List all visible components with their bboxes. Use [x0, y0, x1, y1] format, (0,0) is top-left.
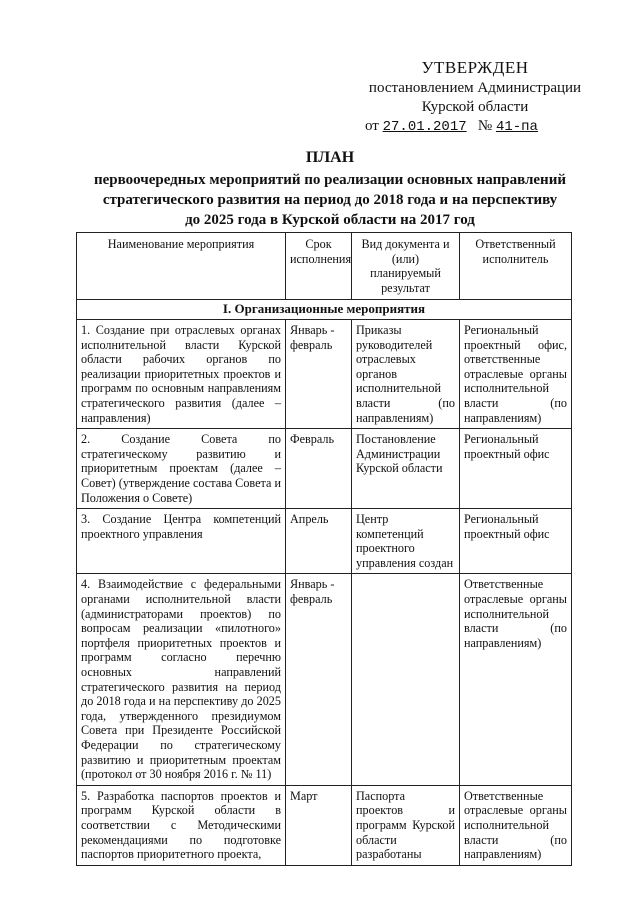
row-term: Январь - февраль [286, 574, 352, 785]
title-line-2: стратегического развития на период до 2018 года и на перспективу [102, 192, 558, 208]
approval-block [335, 58, 615, 137]
row-result [352, 574, 460, 785]
row-result: Паспорта проектов и программ Курской области разработаны [352, 785, 460, 865]
date-prefix: от [365, 118, 379, 134]
table-row [77, 429, 572, 509]
header-name: Наименование мероприятия [77, 233, 286, 300]
row-name: 4. Взаимодействие с федеральными органами исполнительной власти (администраторами проектов) по вопросам реализации «пилотного» портфеля приоритетных проектов и программ согласно перечню основных направлений стратегического развития на период до 2018 года и на перспективу до 2025 года, утвержденного президиумом Совета при Президенте Российской Федерации по стратегическому развитию и приоритетным проектам (протокол от 30 ноября 2016 г. № 11) [77, 574, 286, 785]
approval-line-2: Курской области [421, 99, 529, 115]
row-executor: Ответственные отраслевые органы исполнительной власти (по направлениям) [460, 785, 572, 865]
measures-table [76, 232, 572, 866]
approval-date: 27.01.2017 [382, 119, 467, 135]
approval-number: 41-па [495, 119, 538, 135]
header-result: Вид документа и (или) планируемый результат [352, 233, 460, 300]
approval-line-1: постановлением Администрации [368, 80, 582, 96]
table-row [77, 509, 572, 574]
row-executor: Ответственные отраслевые органы исполнительной власти (по направлениям) [460, 574, 572, 785]
header-term: Срок исполнения [286, 233, 352, 300]
title-line-3: до 2025 года в Курской области на 2017 год [185, 212, 475, 228]
row-executor: Региональный проектный офис, ответственные отраслевые органы исполнительной власти (по направлениям) [460, 319, 572, 428]
row-executor: Региональный проектный офис [460, 509, 572, 574]
number-prefix: № [477, 118, 493, 134]
row-name: 5. Разработка паспортов проектов и программ Курской области в соответствии с Методическими рекомендациями по подготовке паспортов приоритетного проекта, [77, 785, 286, 865]
row-result: Центр компетенций проектного управления создан [352, 509, 460, 574]
row-term: Февраль [286, 429, 352, 509]
approval-heading: УТВЕРЖДЕН [421, 58, 529, 77]
row-term: Март [286, 785, 352, 865]
document-title [60, 148, 600, 230]
row-name: 3. Создание Центра компетенций проектного управления [77, 509, 286, 574]
table-header-row [77, 233, 572, 300]
title-line-1: первоочередных мероприятий по реализации основных направлений [94, 172, 566, 188]
table-row [77, 785, 572, 865]
plan-heading: ПЛАН [305, 149, 355, 166]
row-term: Январь - февраль [286, 319, 352, 428]
table-row [77, 319, 572, 428]
table-row [77, 574, 572, 785]
section-title: I. Организационные мероприятия [77, 300, 572, 320]
row-executor: Региональный проектный офис [460, 429, 572, 509]
row-result: Постановление Администрации Курской области [352, 429, 460, 509]
approval-date-line [335, 117, 615, 137]
header-executor: Ответственный исполнитель [460, 233, 572, 300]
row-name: 2. Создание Совета по стратегическому развитию и приоритетным проектам (далее – Совет) (утверждение состава Совета и Положения о Совете) [77, 429, 286, 509]
row-result: Приказы руководителей отраслевых органов исполнительной власти (по направлениям) [352, 319, 460, 428]
row-term: Апрель [286, 509, 352, 574]
section-row [77, 300, 572, 320]
row-name: 1. Создание при отраслевых органах исполнительной власти Курской области рабочих органов по реализации приоритетных проектов и программ по основным направлениям стратегического развития (далее – направления) [77, 319, 286, 428]
